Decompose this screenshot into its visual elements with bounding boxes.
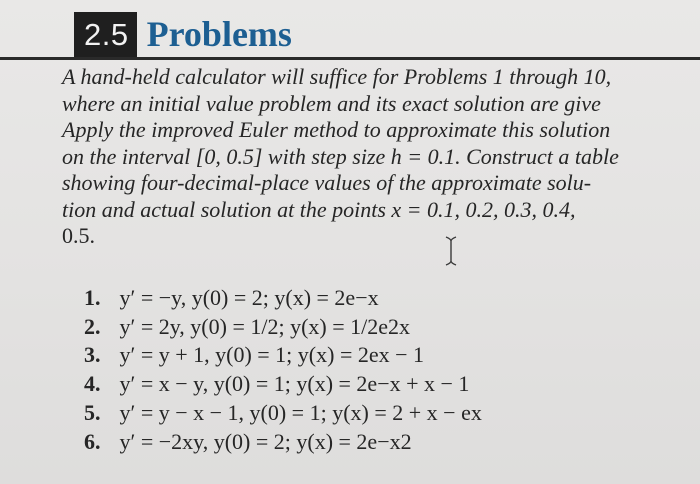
intro-line: on the interval [0, 0.5] with step size h = 0.1. Construct a table [62,143,619,169]
problem-number: 2. [84,313,101,339]
problem-item [84,284,482,313]
problem-text: y′ = y + 1, y(0) = 1; y(x) = 2ex − 1 [119,342,425,368]
problem-number: 1. [84,285,101,310]
intro-line: where an initial value problem and its exact solution are give [62,90,601,116]
problem-list [84,284,482,456]
problem-item [84,399,482,428]
intro-line: tion and actual solution at the points x = 0.1, 0.2, 0.3, 0.4, [62,196,576,222]
problem-text: y′ = −2xy, y(0) = 2; y(x) = 2e−x2 [119,428,412,454]
section-header [74,12,292,57]
problem-item [84,428,482,457]
problem-text: y′ = y − x − 1, y(0) = 1; y(x) = 2 + x − ex [119,399,482,425]
problem-number: 3. [84,342,101,368]
intro-paragraph [62,64,698,250]
text-cursor-icon [444,236,458,266]
problem-item [84,370,482,399]
problem-text: y′ = 2y, y(0) = 1/2; y(x) = 1/2e2x [119,313,411,339]
problem-item [84,341,482,370]
problem-item [84,313,482,342]
problem-number: 6. [84,428,101,454]
intro-line: A hand-held calculator will suffice for Problems 1 through 10, [62,64,612,89]
intro-line: showing four-decimal-place values of the approximate solu- [62,170,592,195]
section-title: Problems [146,14,292,54]
header-rule [0,57,700,60]
problem-number: 5. [84,399,101,425]
problem-number: 4. [84,371,101,397]
intro-line: 0.5. [62,223,95,248]
problem-text: y′ = −y, y(0) = 2; y(x) = 2e−x [119,285,379,310]
intro-line: Apply the improved Euler method to approximate this solution [62,117,611,142]
section-number: 2.5 [74,12,137,57]
problem-text: y′ = x − y, y(0) = 1; y(x) = 2e−x + x − 1 [119,371,470,397]
